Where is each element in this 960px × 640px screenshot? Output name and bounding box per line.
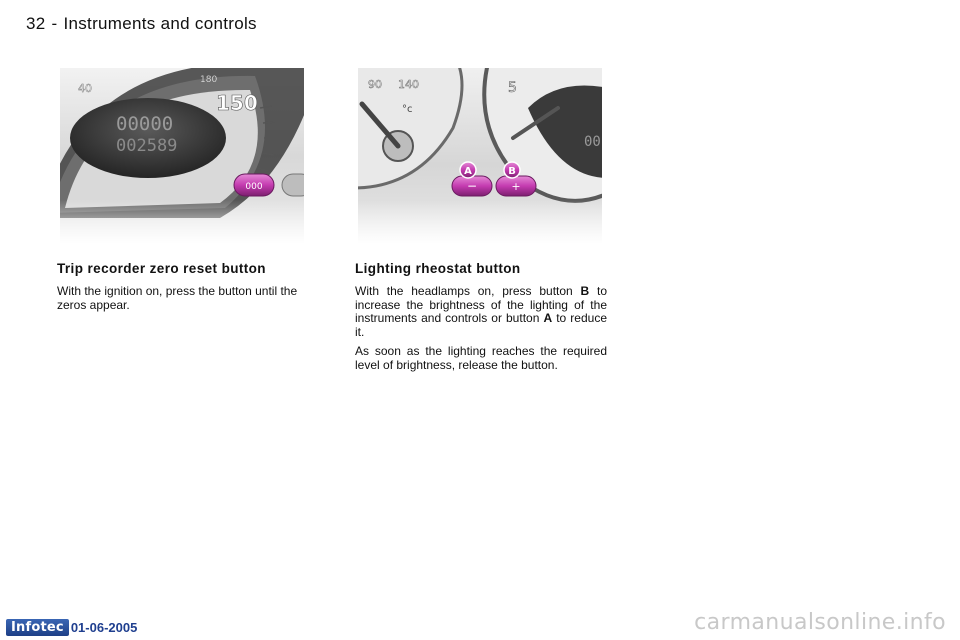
speedometer-illustration [60,68,304,244]
lighting-rheostat-heading: Lighting rheostat button [355,261,521,276]
rheostat-illustration [358,68,602,244]
rheostat-intro-text: With the headlamps on, press button [355,284,573,298]
lighting-rheostat-section [355,261,607,379]
page-title: Instruments and controls [63,14,257,33]
infotec-logo: Infotec [6,619,69,636]
button-a-reference: A [543,311,553,326]
watermark: carmanualsonline.info [694,610,946,635]
lighting-rheostat-photo [358,68,602,244]
rheostat-end-text: to reduce it. [355,311,607,339]
page-header [26,14,263,34]
button-b-reference: B [580,284,590,298]
trip-recorder-heading: Trip recorder zero reset button [57,261,266,276]
page-number: 32 [26,14,46,33]
rheostat-release-text: As soon as the lighting reaches the required level of brightness, release the button. [355,344,607,372]
page-footer [6,618,137,636]
header-separator: - [51,14,58,33]
trip-recorder-photo [60,68,304,244]
footer-date: 01-06-2005 [70,619,138,635]
trip-recorder-body: With the ignition on, press the button until the zeros appear. [57,284,298,312]
rheostat-middle-text: to increase the brightness of the lighting of the instruments and controls or button [355,284,607,326]
rheostat-instructions [355,285,607,339]
trip-recorder-section [57,261,309,318]
